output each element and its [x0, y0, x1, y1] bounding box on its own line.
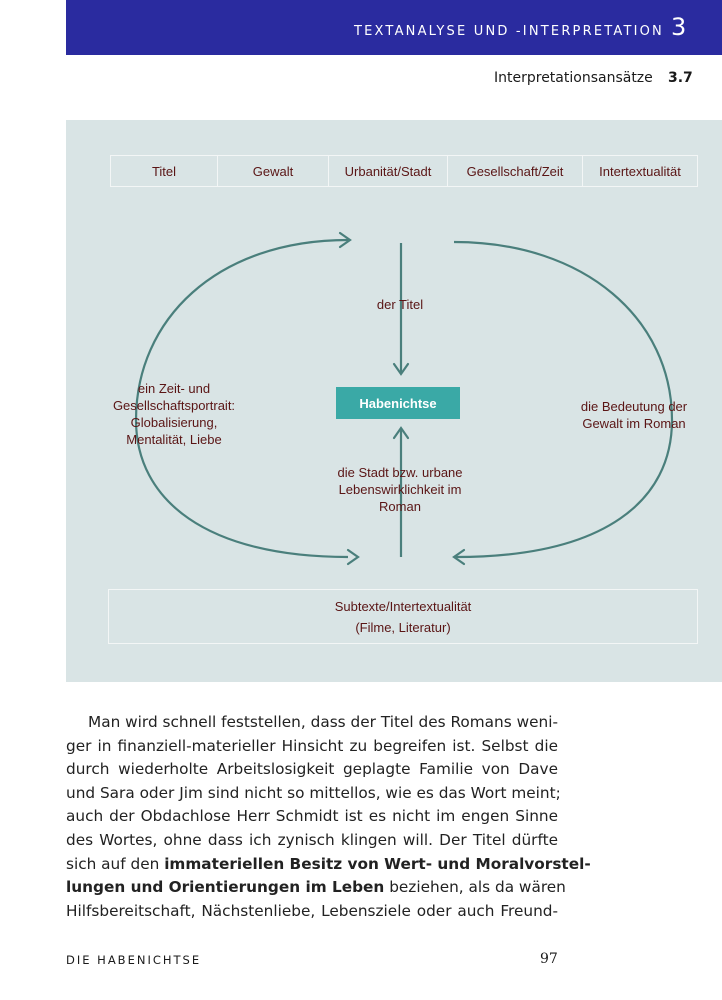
chapter-number: 3: [671, 13, 687, 41]
body-line: Hilfsbereitschaft, Nächstenliebe, Lebensziele oder auch Freund-: [66, 901, 558, 920]
subtexte-box: Subtexte/Intertextualität (Filme, Literatur): [108, 589, 698, 644]
topic-titel: Titel: [111, 156, 218, 186]
body-line: sich auf den immateriellen Besitz von Wert- und Moralvorstel-: [66, 854, 591, 873]
section-number: 3.7: [668, 70, 693, 86]
topic-gesellschaft: Gesellschaft/Zeit: [448, 156, 583, 186]
right-label: die Bedeutung der Gewalt im Roman: [580, 399, 688, 431]
body-line: ger in finanziell-materieller Hinsicht zu begreifen ist. Selbst die: [66, 736, 558, 755]
page-number: 97: [540, 951, 558, 967]
body-line: lungen und Orientierungen im Leben beziehen, als da wären: [66, 878, 566, 897]
section-title: Interpretationsansätze: [494, 70, 653, 86]
topic-urbanitaet: Urbanität/Stadt: [329, 156, 448, 186]
body-line: Man wird schnell feststellen, dass der Titel des Romans weni-: [88, 713, 558, 731]
body-line: auch der Obdachlose Herr Schmidt ist es nicht im engen Sinne: [66, 807, 558, 826]
body-paragraph: [66, 711, 591, 923]
emphasis: lungen und Orientierungen im Leben: [66, 878, 385, 897]
body-line: des Wortes, ohne dass ich zynisch klingen will. Der Titel dürfte: [66, 830, 558, 849]
body-line: und Sara oder Jim sind nicht so mittellos, wie es das Wort meint;: [66, 783, 561, 802]
chapter-title: TEXTANALYSE UND -INTERPRETATION: [354, 24, 664, 39]
body-line: durch wiederholte Arbeitslosigkeit geplagte Familie von Dave: [66, 760, 558, 779]
topic-intertextualitaet: Intertextualität: [599, 163, 681, 179]
bottom-label: die Stadt bzw. urbane Lebenswirklichkeit im Roman: [337, 465, 463, 514]
footer-book-title: DIE HABENICHTSE: [66, 953, 202, 967]
emphasis: immateriellen Besitz von Wert- und Moralvorstel-: [164, 854, 591, 873]
top-label: der Titel: [376, 297, 424, 312]
left-label: ein Zeit- und Gesellschaftsportrait: Globalisierung, Mentalität, Liebe: [112, 381, 236, 447]
topic-gewalt: Gewalt: [218, 156, 329, 186]
topic-bar: [110, 155, 698, 187]
center-node: Habenichtse: [336, 387, 460, 419]
